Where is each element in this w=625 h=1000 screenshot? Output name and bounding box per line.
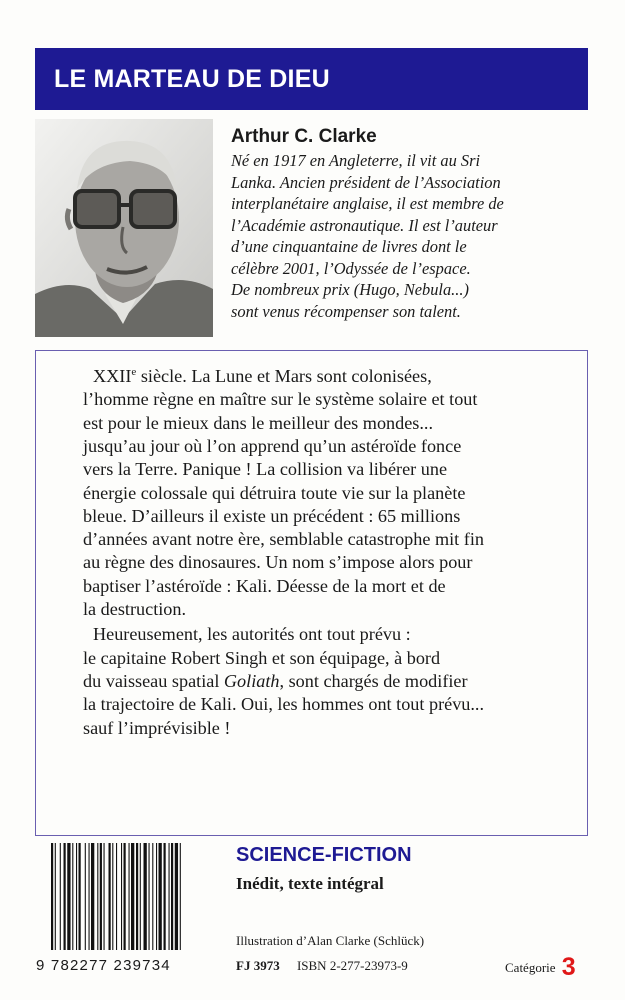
synopsis-line: énergie colossale qui détruira toute vie sur la planète [83, 482, 466, 503]
barcode-bar [149, 843, 150, 950]
synopsis-line: bleue. D’ailleurs il existe un précédent : 65 millions [83, 505, 461, 526]
synopsis-line: Heureusement, les autorités ont tout prévu : [93, 624, 411, 645]
line-post: , sont chargés de modifier [279, 670, 468, 691]
author-photo [35, 119, 213, 337]
synopsis-first-line [83, 361, 573, 388]
catalog-info [236, 958, 408, 974]
barcode-bar [140, 843, 141, 950]
bio-line: d’une cinquantaine de livres dont le [231, 237, 467, 256]
bio-line: l’Académie astronautique. Il est l’auteur [231, 215, 498, 235]
genre-label: SCIENCE-FICTION [236, 844, 412, 866]
barcode-bar [89, 843, 90, 950]
barcode-bar [91, 843, 94, 950]
synopsis-paragraph-2 [83, 623, 573, 739]
author-name: Arthur C. Clarke [231, 126, 377, 147]
barcode-bar [169, 843, 170, 950]
barcode-bar [152, 843, 153, 950]
barcode-bar [97, 843, 98, 950]
isbn: ISBN 2-277-23973-9 [296, 958, 408, 973]
synopsis-text [83, 361, 573, 740]
century-superscript: e [131, 366, 137, 378]
line-pre: du vaisseau spatial [83, 670, 224, 691]
barcode-bar [171, 843, 173, 950]
synopsis-line: est pour le mieux dans le meilleur des mondes... [83, 412, 434, 433]
barcode-bar [131, 843, 134, 950]
synopsis-line: au règne des dinosaures. Un nom s’impose alors pour [83, 552, 473, 573]
synopsis-line: baptiser l’astéroïde : Kali. Déesse de la mort et de [83, 575, 446, 596]
barcode-bar [104, 843, 105, 950]
book-title-band [35, 48, 588, 110]
illustration-credit: Illustration d’Alan Clarke (Schlück) [236, 933, 425, 948]
bio-line: célèbre 2001, l’Odyssée de l’espace. [231, 258, 471, 278]
barcode-bar [67, 843, 70, 950]
synopsis-line: l’homme règne en maître sur le système solaire et tout [83, 389, 478, 410]
barcode-bar [124, 843, 126, 950]
barcode-bar [64, 843, 66, 950]
author-bio [231, 150, 576, 322]
ship-name: Goliath [223, 670, 280, 691]
barcode-bar [164, 843, 166, 950]
synopsis-line: sauf l’imprévisible ! [83, 717, 231, 738]
barcode-bar [136, 843, 138, 950]
barcode-bar [79, 843, 81, 950]
synopsis-line: d’années avant notre ère, semblable catastrophe mit fin [83, 529, 484, 550]
barcode-bar [85, 843, 86, 950]
synopsis-line: la trajectoire de Kali. Oui, les hommes ont tout prévu... [83, 694, 485, 715]
edition-label: Inédit, texte intégral [236, 874, 384, 893]
barcode-bar [159, 843, 162, 950]
barcode-bar [156, 843, 157, 950]
bio-line: interplanétaire anglaise, il est membre de [231, 194, 504, 213]
barcode-digits: 9 782277 239734 [36, 957, 171, 974]
fj-code: FJ 3973 [236, 958, 280, 973]
barcode-bar [109, 843, 111, 950]
barcode-bar [100, 843, 102, 950]
bio-line: Né en 1917 en Angleterre, il vit au Sri [231, 151, 481, 170]
barcode-bar [60, 843, 61, 950]
synopsis-line [83, 670, 573, 693]
synopsis-line: la destruction. [83, 599, 187, 620]
barcode [50, 843, 220, 950]
bio-line: De nombreux prix (Hugo, Nebula...) [231, 280, 469, 299]
barcode-bar [129, 843, 130, 950]
barcode-bar [121, 843, 122, 950]
barcode-bar [51, 843, 53, 950]
barcode-bar [180, 843, 181, 950]
synopsis-line: le capitaine Robert Singh et son équipage, à bord [83, 647, 441, 668]
barcode-bar [175, 843, 178, 950]
synopsis-line: jusqu’au jour où l’on apprend qu’un astéroïde fonce [83, 435, 462, 456]
barcode-bar [112, 843, 113, 950]
book-title: LE MARTEAU DE DIEU [54, 64, 330, 93]
barcode-bar [116, 843, 117, 950]
first-line-rest: siècle. La Lune et Mars sont colonisées, [136, 366, 432, 387]
synopsis-line: vers la Terre. Panique ! La collision va libérer une [83, 459, 448, 480]
category-number: 3 [561, 953, 576, 981]
barcode-bar [76, 843, 77, 950]
category-label: Catégorie [505, 960, 556, 975]
bio-line: Lanka. Ancien président de l’Association [231, 172, 501, 192]
barcode-bar [55, 843, 56, 950]
century-numeral: XXII [93, 366, 132, 387]
barcode-bar [144, 843, 147, 950]
barcode-bar [72, 843, 73, 950]
category [505, 953, 576, 982]
synopsis-paragraph-1 [83, 361, 573, 621]
bio-line: sont venus récompenser son talent. [231, 301, 461, 321]
